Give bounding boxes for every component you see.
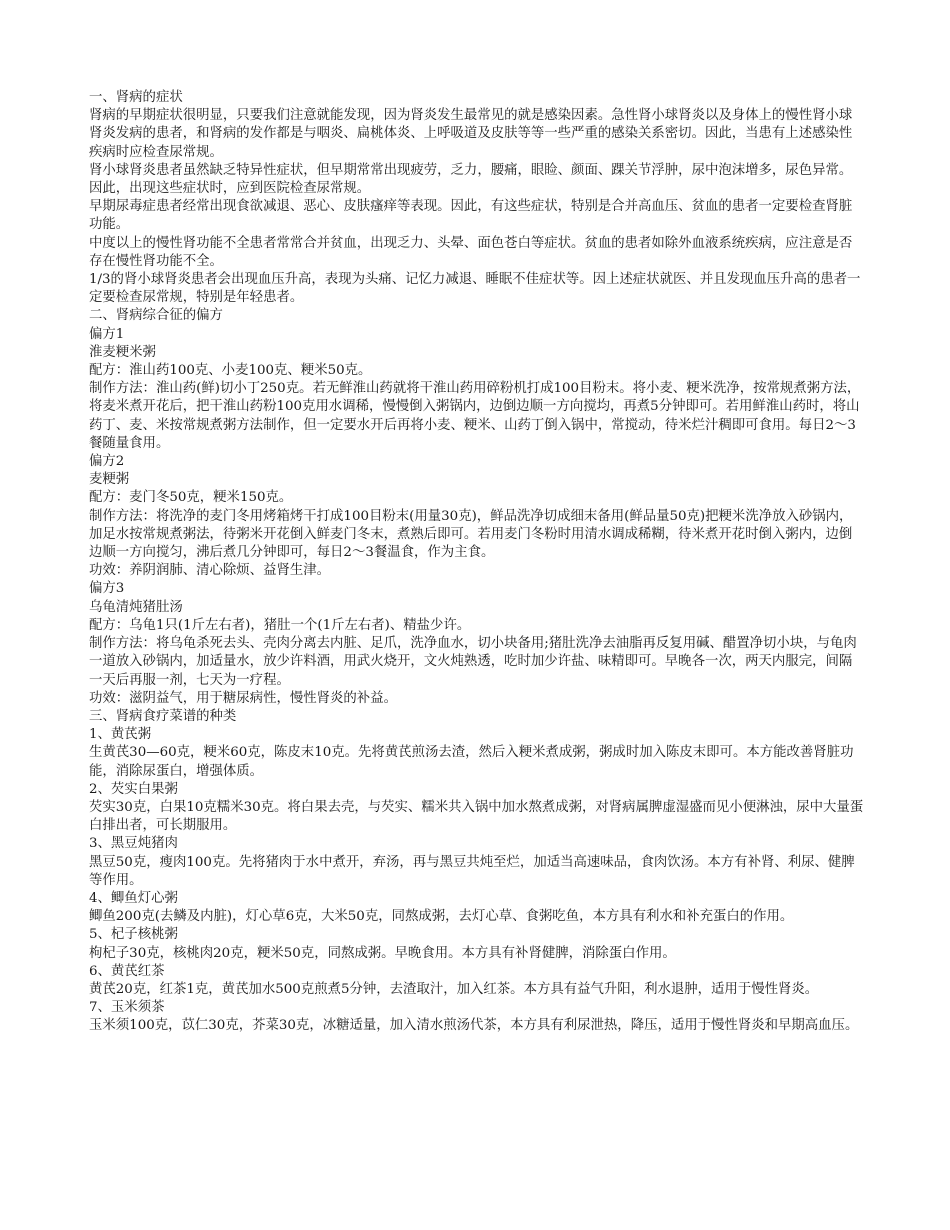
paragraph: 功效：滋阴益气，用于糖尿病性，慢性肾炎的补益。: [89, 690, 397, 706]
recipe-name: 2、芡实白果粥: [89, 781, 178, 797]
paragraph: 制作方法：将乌龟杀死去头、壳肉分离去内脏、足爪，洗净血水，切小块备用;猪肚洗净去油脂再反复用碱、醋置净切小块，与龟肉一道放入砂锅内，加适量水，放少许料酒，用武火烧开，文火炖熟透，吃时加少许盐、味精即可。早晚各一次，两天内服完，间隔一天后再服一剂，七天为一疗程。: [89, 636, 857, 688]
remedy-title: 偏方2: [89, 454, 125, 470]
paragraph: 制作方法：将洗净的麦门冬用烤箱烤干打成100目粉末(用量30克)，鲜品洗净切成细末备用(鲜品量50克)把粳米洗净放入砂锅内，加足水按常规煮粥法，待粥米开花倒入鲜麦门冬末，煮熟后即可。若用麦门冬粉时用清水调成稀糊，待米煮开花时倒入粥内，边倒边顺一方向搅匀，沸后煮几分钟即可，每日2～3餐温食，作为主食。: [89, 508, 853, 561]
section-symptoms: [89, 89, 864, 307]
paragraph: 配方：麦门冬50克，粳米150克。: [89, 490, 293, 506]
document-body: [89, 89, 864, 1036]
paragraph: 黄芪20克，红茶1克，黄芪加水500克煎煮5分钟，去渣取汁，加入红茶。本方具有益气升阳，利水退肿，适用于慢性肾炎。: [89, 981, 819, 997]
paragraph: 生黄芪30—60克，粳米60克，陈皮末10克。先将黄芪煎汤去渣，然后入粳米煮成粥，粥成时加入陈皮末即可。本方能改善肾脏功能，消除尿蛋白，增强体质。: [89, 745, 854, 779]
paragraph: 功效：养阴润肺、清心除烦、益肾生津。: [89, 563, 331, 579]
paragraph: 肾病的早期症状很明显，只要我们注意就能发现，因为肾炎发生最常见的就是感染因素。急性肾小球肾炎以及身体上的慢性肾小球肾炎发病的患者，和肾病的发作都是与咽炎、扁桃体炎、上呼吸道及皮肤等等一些严重的感染关系密切。因此，当患有上述感染性疾病时应检查尿常规。: [89, 108, 853, 160]
section-recipes: [89, 708, 864, 1036]
recipe-name: 乌龟清炖猪肚汤: [89, 599, 183, 615]
section-remedies: [89, 307, 864, 707]
paragraph: 1/3的肾小球肾炎患者会出现血压升高，表现为头痛、记忆力减退、睡眠不佳症状等。因上述症状就医、并且发现血压升高的患者一定要检查尿常规，特别是年轻患者。: [89, 272, 861, 306]
recipe-name: 淮麦粳米粥: [89, 344, 156, 360]
recipe-name: 1、黄芪粥: [89, 727, 152, 743]
paragraph: 枸杞子30克，核桃肉20克，粳米50克，同熬成粥。早晚食用。本方具有补肾健脾，消除蛋白作用。: [89, 945, 676, 961]
paragraph: 肾小球肾炎患者虽然缺乏特异性症状，但早期常常出现疲劳，乏力，腰痛，眼睑、颜面、踝关节浮肿，尿中泡沫增多，尿色异常。因此，出现这些症状时，应到医院检查尿常规。: [89, 162, 853, 197]
paragraph: 玉米须100克，苡仁30克，芥菜30克，冰糖适量，加入清水煎汤代茶，本方具有利尿泄热，降压，适用于慢性肾炎和早期高血压。: [89, 1018, 859, 1034]
paragraph: 制作方法：淮山药(鲜)切小丁250克。若无鲜淮山药就将干淮山药用碎粉机打成100目粉末。将小麦、粳米洗净，按常规煮粥方法，将麦米煮开花后，把干淮山药粉100克用水调稀，慢慢倒入粥锅内，边倒边顺一方向搅均，再煮5分钟即可。若用鲜淮山药时，将山药丁、麦、米按常规煮粥方法制作，但一定要水开后再将小麦、粳米、山药丁倒入锅中，常搅动，待米烂汁稠即可食用。每日2～3餐随量食用。: [89, 381, 861, 451]
paragraph: 鲫鱼200克(去鳞及内脏)，灯心草6克，大米50克，同熬成粥，去灯心草、食粥吃鱼，本方具有利水和补充蛋白的作用。: [89, 909, 794, 925]
paragraph: 早期尿毒症患者经常出现食欲减退、恶心、皮肤瘙痒等表现。因此，有这些症状，特别是合并高血压、贫血的患者一定要检查肾脏功能。: [89, 199, 853, 233]
remedy-title: 偏方3: [89, 581, 125, 597]
section-heading: 二、肾病综合征的偏方: [89, 308, 223, 324]
paragraph: 配方：乌龟1只(1斤左右者)，猪肚一个(1斤左右者)、精盐少许。: [89, 617, 471, 633]
paragraph: 黑豆50克，瘦肉100克。先将猪肉于水中煮开，弃汤，再与黑豆共炖至烂，加适当高速味品，食肉饮汤。本方有补肾、利尿、健脾等作用。: [89, 854, 855, 888]
remedy-title: 偏方1: [89, 326, 125, 342]
paragraph: 配方：淮山药100克、小麦100克、粳米50克。: [89, 363, 372, 379]
recipe-name: 3、黑豆炖猪肉: [89, 836, 178, 852]
recipe-name: 麦粳粥: [89, 472, 130, 488]
recipe-name: 4、鲫鱼灯心粥: [89, 890, 178, 906]
section-heading: 三、肾病食疗菜谱的种类: [89, 708, 237, 724]
paragraph: 中度以上的慢性肾功能不全患者常常合并贫血，出现乏力、头晕、面色苍白等症状。贫血的患者如除外血液系统疾病，应注意是否存在慢性肾功能不全。: [89, 235, 853, 269]
section-heading: 一、肾病的症状: [89, 90, 183, 105]
recipe-name: 5、杞子核桃粥: [89, 927, 178, 943]
recipe-name: 7、玉米须茶: [89, 1000, 165, 1016]
recipe-name: 6、黄芪红茶: [89, 963, 165, 979]
paragraph: 芡实30克，白果10克糯米30克。将白果去壳，与芡实、糯米共入锅中加水熬煮成粥，对肾病属脾虚湿盛而见小便淋浊，尿中大量蛋白排出者，可长期服用。: [89, 799, 864, 834]
